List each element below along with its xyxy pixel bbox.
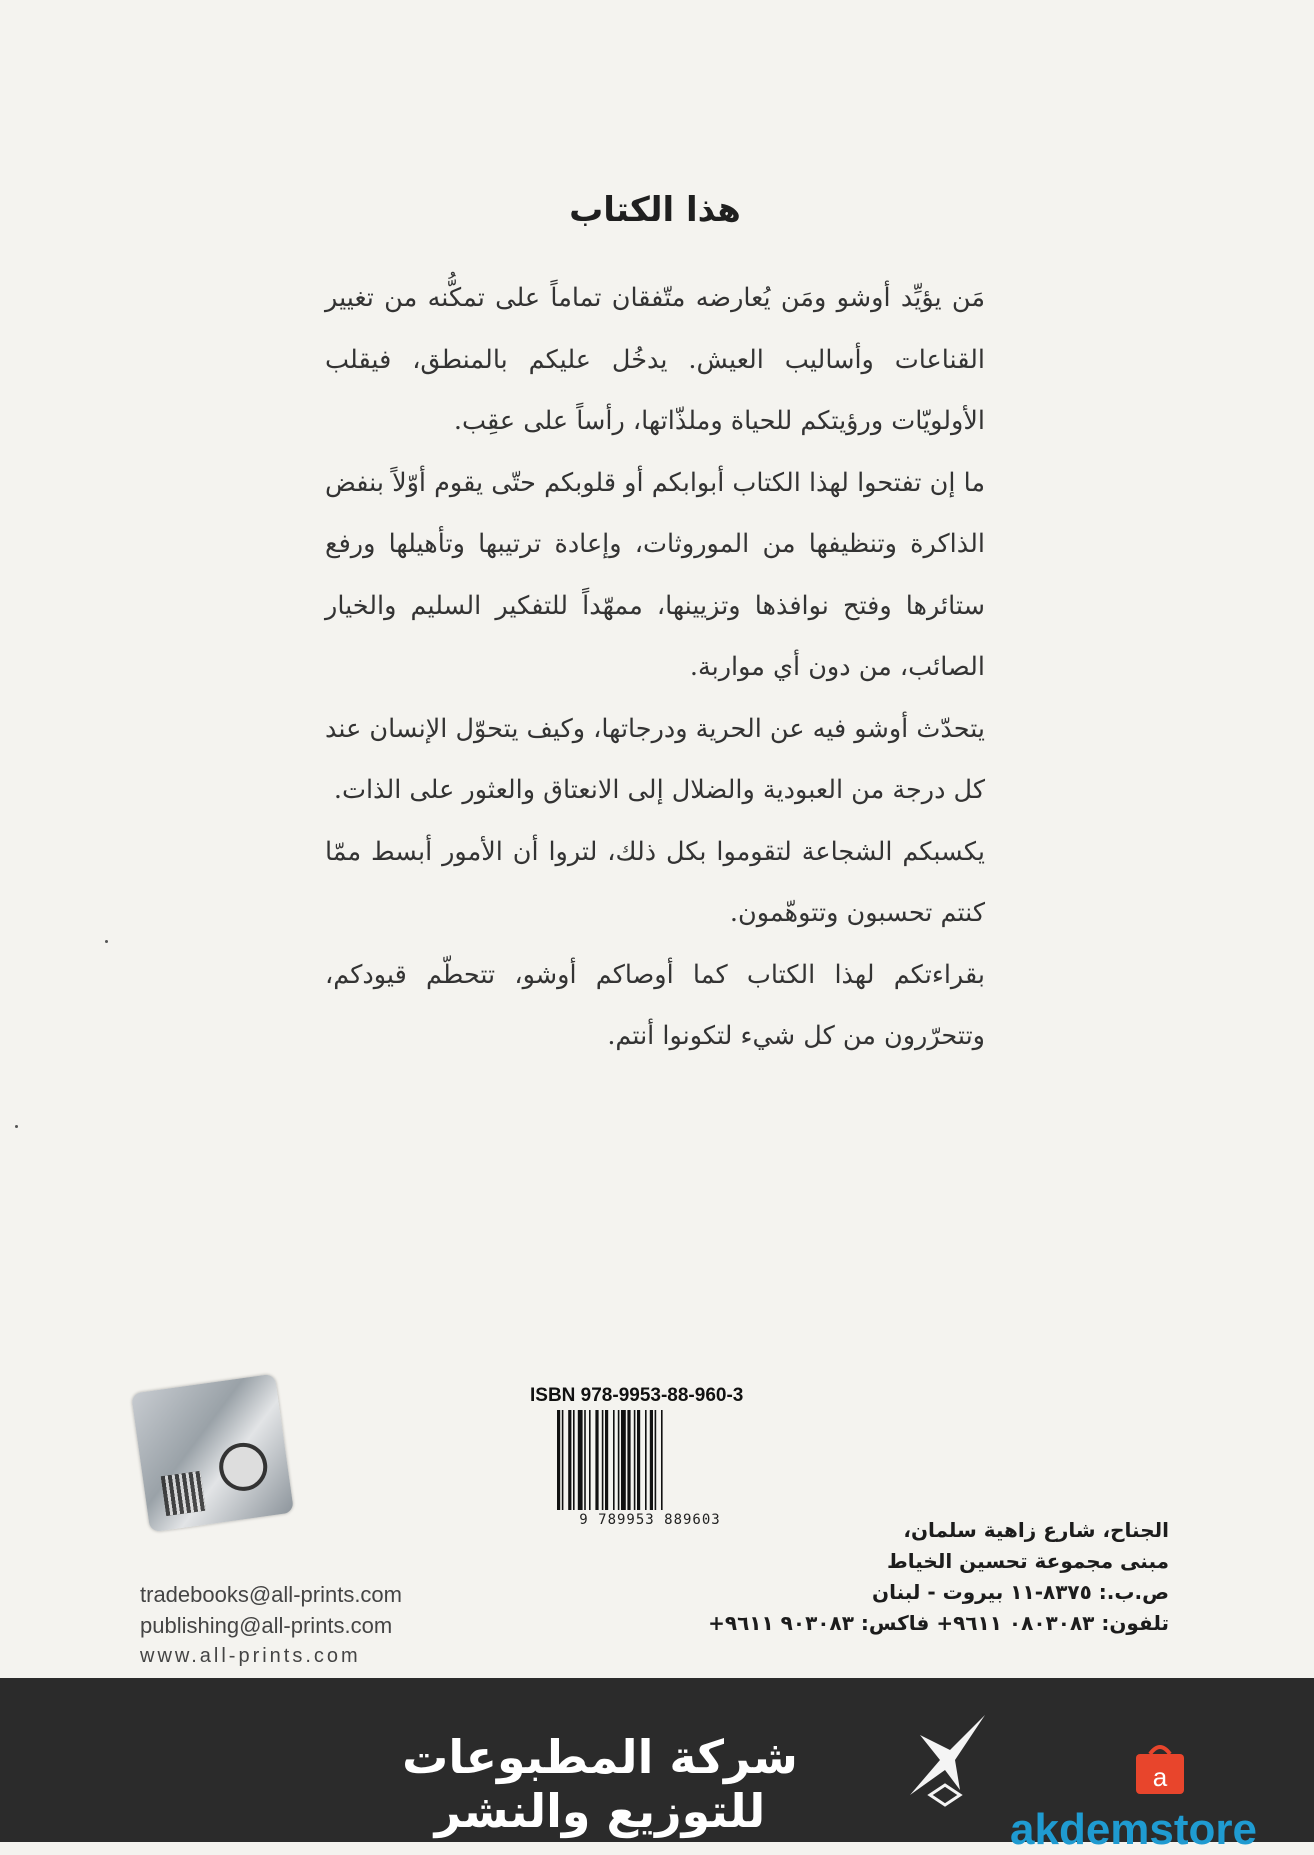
website-link[interactable]: www.all-prints.com (140, 1645, 361, 1667)
bookstore-logo-icon (1130, 1738, 1190, 1798)
bird-logo-icon (890, 1705, 1000, 1815)
paragraph: يكسبكم الشجاعة لتقوموا بكل ذلك، لتروا أن الأمور أبسط ممّا كنتم تحسبون وتتوهّمون. (325, 836, 985, 928)
scan-speck (105, 940, 108, 943)
qr-code-icon (161, 1471, 206, 1516)
watermark: akdemstore (1010, 1805, 1258, 1854)
paragraph: يتحدّث أوشو فيه عن الحرية ودرجاتها، وكيف يتحوّل الإنسان عند كل درجة من العبودية والضلال إلى الانعتاق والعثور على الذات. (325, 713, 985, 805)
seal-icon (216, 1440, 270, 1494)
address-line: الجناح، شارع زاهية سلمان، (903, 1518, 1169, 1542)
paragraph: بقراءتكم لهذا الكتاب كما أوصاكم أوشو، تتحطّم قيودكم، وتتحرّرون من كل شيء لتكونوا أنتم. (325, 959, 985, 1051)
publisher-name: شركة المطبوعات للتوزيع والنشر (402, 1730, 798, 1838)
paragraph: مَن يؤيِّد أوشو ومَن يُعارضه متّفقان تماماً على تمكُّنه من تغيير القناعات وأساليب العيش. يدخُل عليكم بالمنطق، فيقلب الأولويّات ورؤيتكم للحياة وملذّاتها، رأساً على عقِب. (325, 283, 985, 436)
paragraph: ما إن تفتحوا لهذا الكتاب أبوابكم أو قلوبكم حتّى يقوم أوّلاً بنفض الذاكرة وتنظيفها من الموروثات، وإعادة ترتيبها وتأهيلها ورفع ستائرها وفتح نوافذها وتزيينها، ممهّداً للتفكير السليم والخيار الصائب، من دون أي مواربة. (325, 467, 985, 682)
svg-text:a: a (1152, 1762, 1168, 1792)
publisher-address (689, 1515, 1169, 1639)
address-line: مبنى مجموعة تحسين الخياط (886, 1549, 1169, 1573)
section-title: هذا الكتاب (569, 190, 741, 230)
address-line: تلفون: ٠٨٠٣٠٨٣ ٩٦١١+ فاكس: ٩٠٣٠٨٣ ٩٦١١+ (708, 1611, 1169, 1635)
address-line: ص.ب.: ٨٣٧٥-١١ بيروت - لبنان (872, 1580, 1169, 1604)
barcode-icon (555, 1410, 745, 1520)
email-link[interactable]: tradebooks@all-prints.com (140, 1582, 402, 1607)
isbn-label: ISBN 978-9953-88-960-3 (530, 1385, 744, 1406)
barcode-digits: 9 789953 889603 (579, 1512, 721, 1528)
email-link[interactable]: publishing@all-prints.com (140, 1613, 393, 1638)
publisher-contacts (140, 1579, 460, 1672)
security-hologram-sticker (131, 1374, 294, 1533)
book-description (325, 268, 985, 1068)
scan-speck (15, 1125, 18, 1128)
